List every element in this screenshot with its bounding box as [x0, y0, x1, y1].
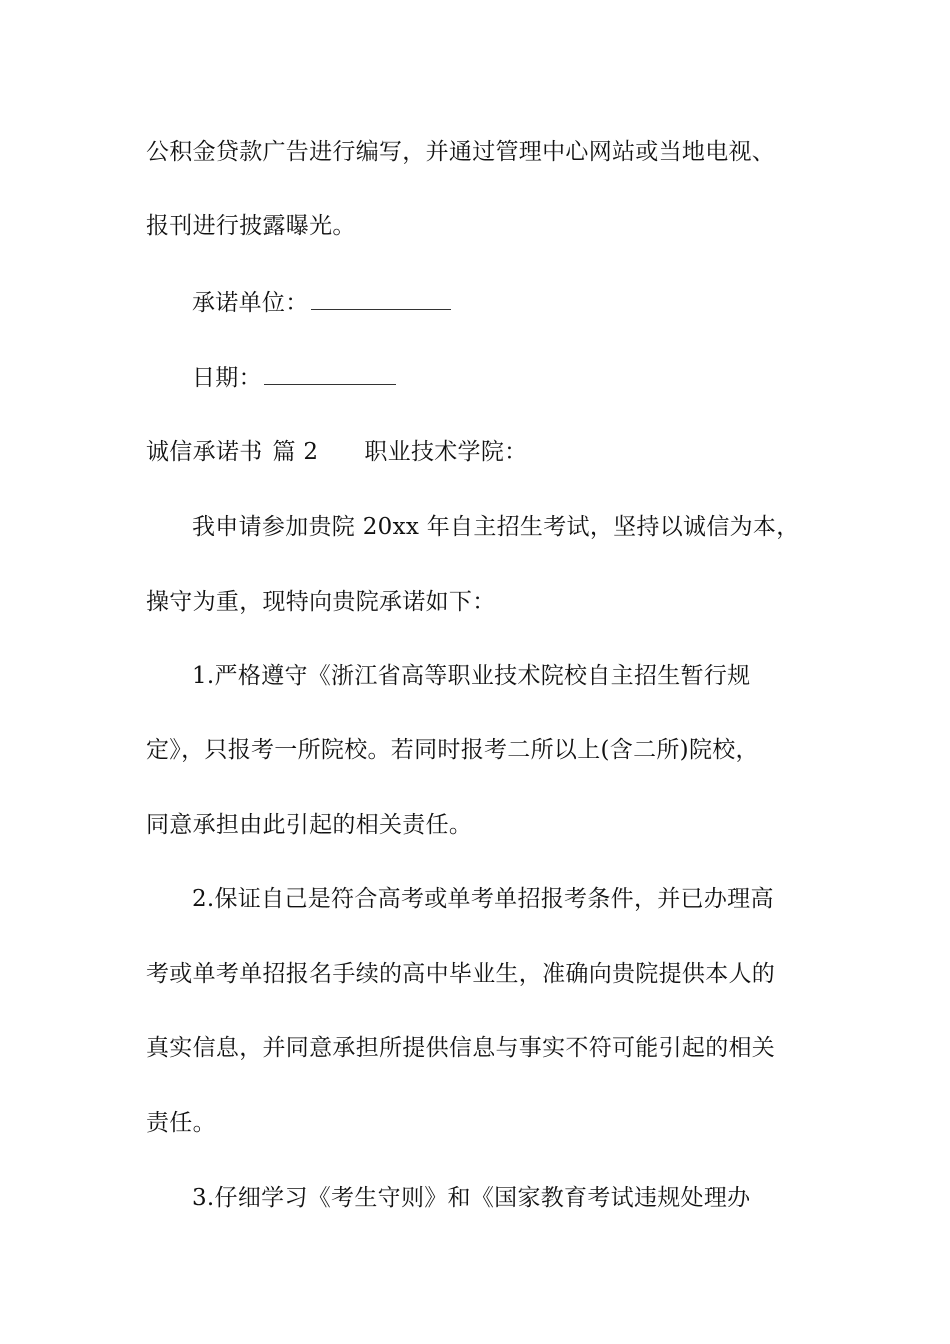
clause-1-line-3: 同意承担由此引起的相关责任。 — [146, 812, 473, 838]
date-blank — [264, 362, 396, 385]
section-title: 诚信承诺书 — [146, 439, 263, 465]
clause-2-line-4: 责任。 — [146, 1110, 216, 1136]
unit-blank — [311, 287, 451, 310]
clause-3-line-1: 3.仔细学习《考生守则》和《国家教育考试违规处理办 — [192, 1185, 751, 1211]
date-label: 日期： — [192, 365, 262, 391]
paragraph-line-3: 我申请参加贵院 20xx 年自主招生考试，坚持以诚信为本， — [192, 514, 800, 540]
unit-label: 承诺单位： — [192, 290, 309, 316]
clause-2-line-3: 真实信息，并同意承担所提供信息与事实不符可能引起的相关 — [146, 1035, 776, 1061]
clause-1-line-2: 定》，只报考一所院校。若同时报考二所以上(含二所)院校， — [146, 737, 759, 763]
clause-1-line-1: 1.严格遵守《浙江省高等职业技术院校自主招生暂行规 — [192, 663, 751, 689]
section-number: 篇 2 — [272, 439, 319, 465]
paragraph-line-2: 报刊进行披露曝光。 — [146, 213, 356, 239]
clause-2-line-1: 2.保证自己是符合高考或单考单招报考条件，并已办理高 — [192, 886, 774, 912]
paragraph-line-4: 操守为重，现特向贵院承诺如下： — [146, 589, 496, 615]
section-heading-line — [146, 437, 826, 467]
signature-date-line — [192, 362, 872, 393]
paragraph-line-1: 公积金贷款广告进行编写，并通过管理中心网站或当地电视、 — [146, 139, 776, 165]
clause-2-line-2: 考或单考单招报名手续的高中毕业生，准确向贵院提供本人的 — [146, 961, 776, 987]
addressee: 职业技术学院： — [364, 439, 528, 465]
signature-unit-line — [192, 287, 872, 318]
